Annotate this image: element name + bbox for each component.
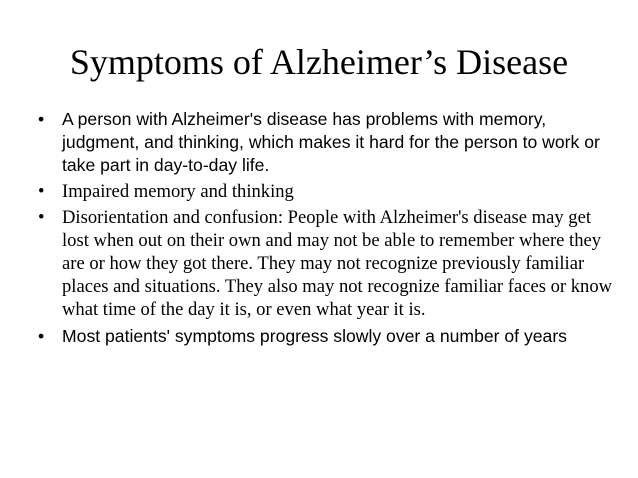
bullet-dot-icon: • xyxy=(38,326,45,346)
bullet-text: A person with Alzheimer's disease has problems with memory, judgment, and thinking, which makes it hard for the person to work or take part in day-to-day life. xyxy=(62,109,600,175)
bullet-item xyxy=(38,180,613,203)
bullet-list xyxy=(38,108,613,348)
bullet-text: Most patients' symptoms progress slowly over a number of years xyxy=(62,326,567,346)
bullet-dot-icon: • xyxy=(38,181,45,202)
bullet-text: Disorientation and confusion: People with Alzheimer's disease may get lost when out on their own and may not be able to remember where they are or how they got there. They may not recognize previously familiar places and situations. They also may not recognize familiar faces or know what time of the day it is, or even what year it is. xyxy=(62,207,613,320)
bullet-dot-icon: • xyxy=(38,207,45,228)
bullet-item xyxy=(38,206,613,321)
bullet-item xyxy=(38,108,613,177)
bullet-dot-icon: • xyxy=(38,109,45,129)
slide-title: Symptoms of Alzheimer’s Disease xyxy=(69,42,569,82)
bullet-text: Impaired memory and thinking xyxy=(62,181,294,202)
bullet-item xyxy=(38,325,613,348)
